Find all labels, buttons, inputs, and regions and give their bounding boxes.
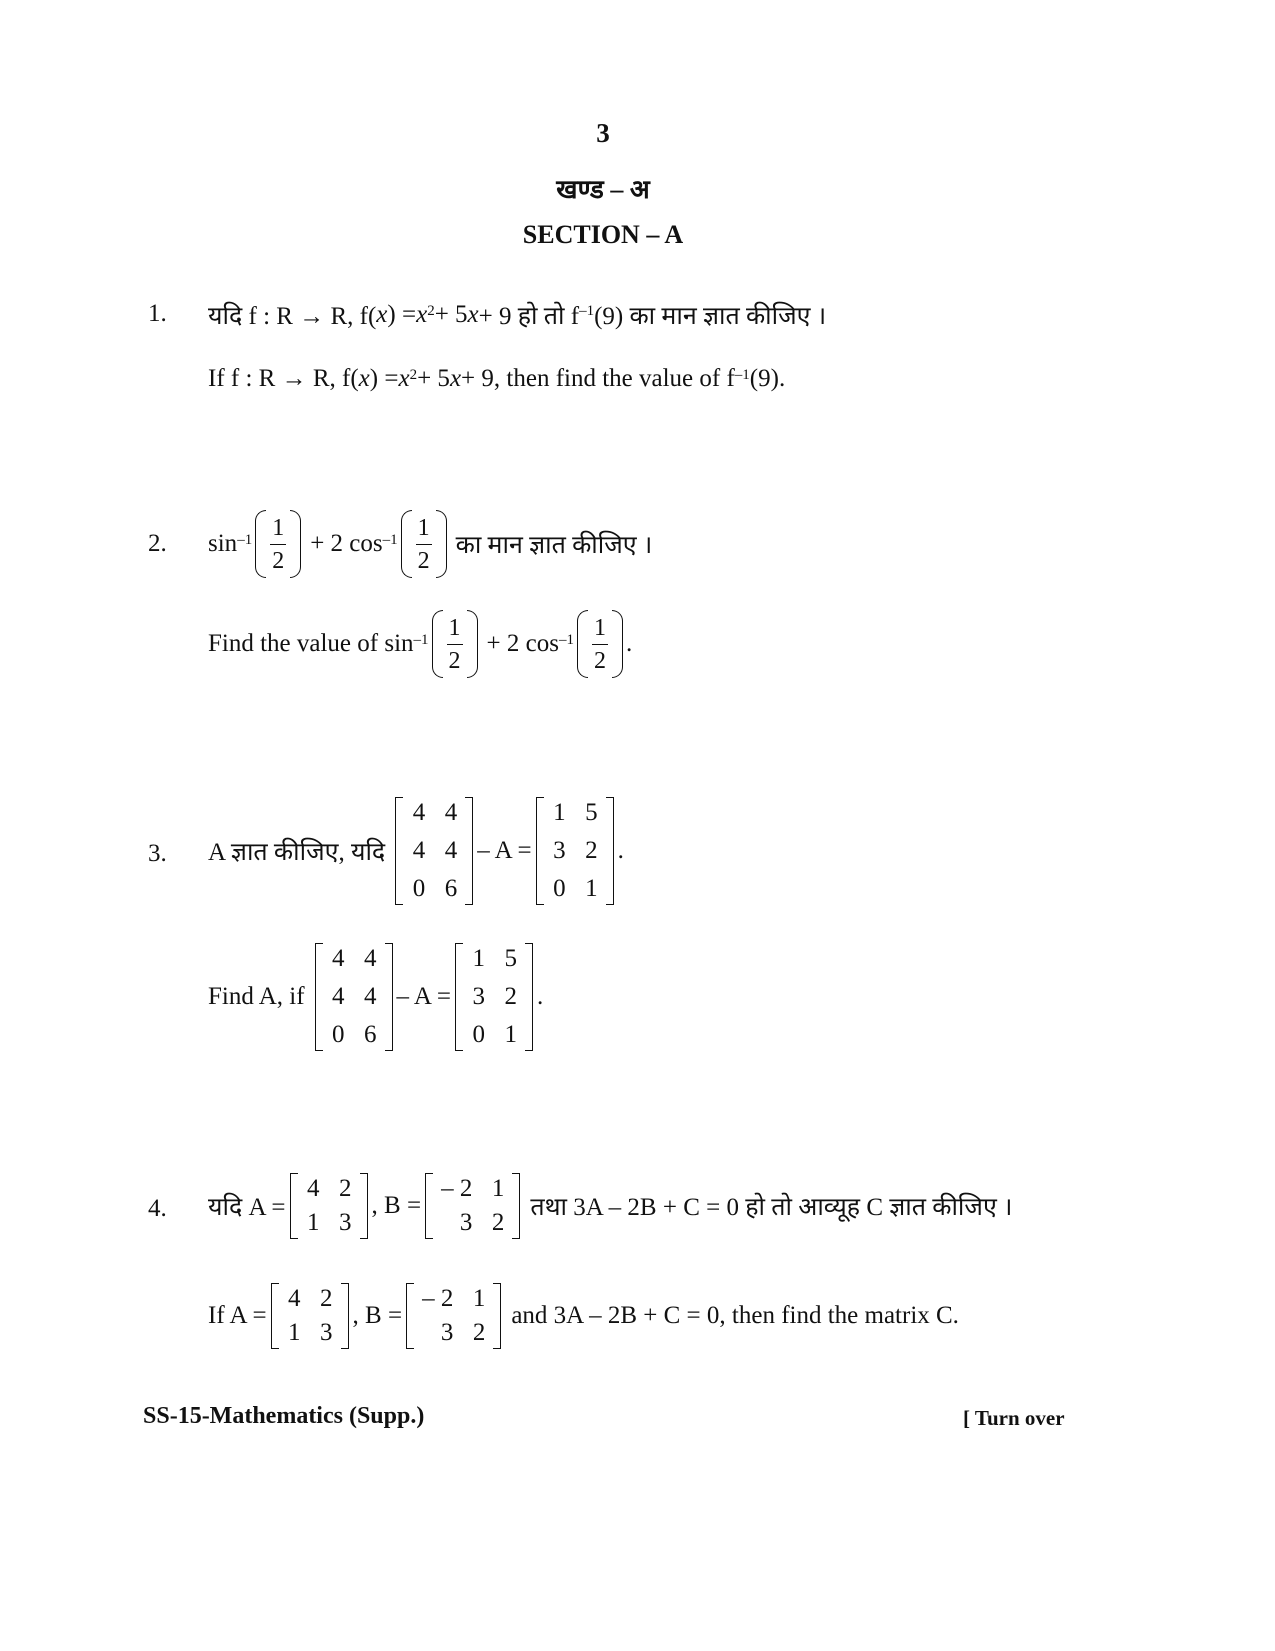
question-3-english: Find A, if 4 4 4 4 0 6 – A = 1 5 3 2 0 1 . xyxy=(208,943,543,1051)
question-number-1: 1. xyxy=(148,300,167,327)
fraction-half: $\frac{1}{2}$ xyxy=(577,610,623,678)
question-4-hindi: यदि A = 4 2 1 3 , B = – 2 1 3 2 तथा 3A – 2B + C = 0 हो तो आव्यूह C ज्ञात कीजिए । xyxy=(208,1173,1013,1239)
matrix-a: 4 2 1 3 xyxy=(290,1173,368,1239)
question-4-english: If A = 4 2 1 3 , B = – 2 1 3 2 and 3A – 2B + C = 0, then find the matrix C. xyxy=(208,1283,959,1349)
page-number: 3 xyxy=(596,118,610,148)
section-title-english: SECTION – A xyxy=(522,220,684,249)
question-number-4: 4. xyxy=(148,1195,167,1222)
matrix-b: – 2 1 3 2 xyxy=(406,1283,501,1349)
matrix-left: 4 4 4 4 0 6 xyxy=(395,797,473,905)
section-title-hindi: खण्ड – अ xyxy=(556,175,650,204)
fraction-half: $\frac{1}{2}$ xyxy=(255,510,301,578)
question-number-3: 3. xyxy=(148,840,167,867)
question-1-hindi: यदि f : R → R, f( x ) = x $^2$ + 5 x + 9 हो तो f $^{-1}$ (9) का मान ज्ञात कीजिए । xyxy=(208,301,827,330)
question-2-english: Find the value of sin $^{-1}$ $\frac{1}{2}$ + 2 cos $^{-1}$ $\frac{1}{2}$ . xyxy=(208,610,632,678)
question-3-hindi: A ज्ञात कीजिए, यदि 4 4 4 4 0 6 – A = 1 5 3 2 0 1 . xyxy=(208,797,624,905)
fraction-half: $\frac{1}{2}$ xyxy=(401,510,447,578)
matrix-left: 4 4 4 4 0 6 xyxy=(315,943,393,1051)
matrix-right: 1 5 3 2 0 1 xyxy=(455,943,533,1051)
matrix-a: 4 2 1 3 xyxy=(271,1283,349,1349)
footer-turn-over: [ Turn over xyxy=(963,1406,1065,1430)
question-1-english: If f : R → R, f( x ) = x $^2$ + 5 x + 9, then find the value of f $^{-1}$ (9). xyxy=(208,365,786,392)
question-2-hindi: sin $^{-1}$ $\frac{1}{2}$ + 2 cos $^{-1}$ $\frac{1}{2}$ का मान ज्ञात कीजिए । xyxy=(208,510,652,578)
matrix-b: – 2 1 3 2 xyxy=(425,1173,520,1239)
fraction-half: $\frac{1}{2}$ xyxy=(432,610,478,678)
footer-paper-code: SS-15-Mathematics (Supp.) xyxy=(143,1403,425,1429)
question-number-2: 2. xyxy=(148,530,167,557)
matrix-right: 1 5 3 2 0 1 xyxy=(536,797,614,905)
